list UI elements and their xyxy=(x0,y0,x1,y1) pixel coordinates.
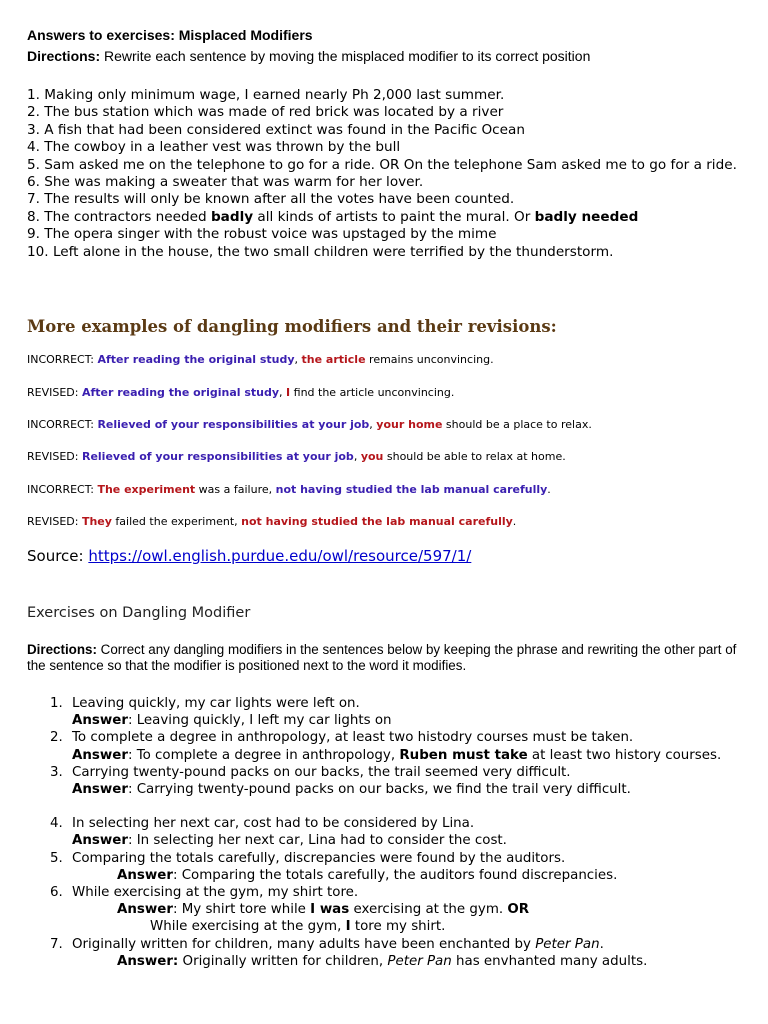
question-text: While exercising at the gym, my shirt tore. xyxy=(72,885,359,901)
example-row xyxy=(27,515,516,528)
example-label: REVISED: xyxy=(27,515,82,528)
source-link[interactable]: https://owl.english.purdue.edu/owl/resource/597/1/ xyxy=(88,547,472,565)
answer-label: Answer xyxy=(117,867,173,883)
answer-text: tore my shirt. xyxy=(350,919,446,935)
item-number: 7. xyxy=(50,936,63,952)
answer-italic: Peter Pan xyxy=(387,953,452,969)
example-subject: the article xyxy=(301,353,366,366)
question-text: Carrying twenty-pound packs on our backs, the trail seemed very difficult. xyxy=(72,764,571,780)
example-subject: They xyxy=(81,515,112,528)
example-text: should be a place to relax. xyxy=(442,418,592,431)
answer-line xyxy=(50,712,760,729)
item-number: 1. xyxy=(50,696,63,711)
spacer xyxy=(50,798,760,815)
directions-dangling xyxy=(27,642,747,674)
answer-text: Originally written for children, xyxy=(178,953,388,969)
example-label: INCORRECT: xyxy=(27,353,98,366)
example-subject: The experiment xyxy=(97,483,196,496)
example-modifier: Relieved of your responsibilities at your job xyxy=(97,418,370,431)
example-text: , xyxy=(294,353,302,366)
item-number: 2. xyxy=(50,730,63,746)
answer-text: exercising at the gym. xyxy=(349,902,508,918)
list-item: 4. The cowboy in a leather vest was thrown by the bull xyxy=(27,139,401,156)
directions-text: Correct any dangling modifiers in the sentences below by keeping the phrase and rewriting the other part of the sentence so that the modifier is positioned next to the word it modifies. xyxy=(27,642,737,673)
answer-label: Answer xyxy=(117,902,173,918)
answer-line xyxy=(50,918,760,935)
answer-bold: OR xyxy=(507,902,530,918)
misplaced-answers-list xyxy=(27,87,747,261)
answer-line xyxy=(50,832,760,849)
list-item: 3. A fish that had been considered extinct was found in the Pacific Ocean xyxy=(27,121,525,138)
example-text: find the article unconvincing. xyxy=(290,386,455,399)
answer-text: : To complete a degree in anthropology, xyxy=(127,747,400,763)
example-text: . xyxy=(512,515,517,528)
item-number: 6. xyxy=(50,885,63,901)
answer-text: : Comparing the totals carefully, the auditors found discrepancies. xyxy=(172,867,618,883)
example-row xyxy=(27,353,494,366)
example-subject: I xyxy=(286,386,291,399)
directions-text: Rewrite each sentence by moving the misplaced modifier to its correct position xyxy=(100,48,591,64)
list-item: 2. The bus station which was made of red brick was located by a river xyxy=(27,104,504,121)
directions-misplaced xyxy=(27,48,590,64)
answer-text: While exercising at the gym, xyxy=(150,919,346,935)
answer-label: Answer xyxy=(72,747,128,763)
example-label: INCORRECT: xyxy=(27,483,98,496)
answer-line xyxy=(50,747,760,764)
answer-line xyxy=(50,901,760,918)
list-item xyxy=(27,209,747,226)
example-modifier: not having studied the lab manual carefully xyxy=(275,483,548,496)
answer-label: Answer xyxy=(72,782,128,798)
list-item: 1. Making only minimum wage, I earned nearly Ph 2,000 last summer. xyxy=(27,87,505,103)
directions-label: Directions: xyxy=(27,48,101,64)
answer-line xyxy=(50,867,760,884)
item-number: 5. xyxy=(50,850,63,866)
example-subject: your home xyxy=(376,418,443,431)
answer-line xyxy=(50,781,760,798)
source-label: Source: xyxy=(27,547,89,565)
example-row xyxy=(27,450,566,463)
question-text: Comparing the totals carefully, discrepancies were found by the auditors. xyxy=(72,850,566,866)
item-text: all kinds of artists to paint the mural. Or xyxy=(253,208,535,225)
answer-bold: I was xyxy=(310,902,350,918)
list-item: 5. Sam asked me on the telephone to go for a ride. OR On the telephone Sam asked me to go for a ride. xyxy=(27,156,737,173)
question-text: In selecting her next car, cost had to be considered by Lina. xyxy=(72,816,475,832)
question-text: Originally written for children, many adults have been enchanted by xyxy=(72,936,536,952)
question-text: Leaving quickly, my car lights were left on. xyxy=(72,696,360,711)
example-subject: you xyxy=(360,450,384,463)
example-row xyxy=(27,483,551,496)
item-bold: badly xyxy=(210,208,254,225)
question-text: To complete a degree in anthropology, at least two histodry courses must be taken. xyxy=(72,730,634,746)
item-bold: badly needed xyxy=(534,208,639,225)
list-item xyxy=(50,884,760,901)
example-label: REVISED: xyxy=(27,386,82,399)
list-item xyxy=(50,695,760,712)
list-item xyxy=(50,815,760,832)
answer-text: at least two history courses. xyxy=(527,747,722,763)
list-item: 9. The opera singer with the robust voice was upstaged by the mime xyxy=(27,226,497,243)
example-text: should be able to relax at home. xyxy=(383,450,566,463)
example-text: . xyxy=(547,483,551,496)
example-text: remains unconvincing. xyxy=(365,353,494,366)
example-modifier: not having studied the lab manual carefully xyxy=(241,515,513,528)
answer-text: : Leaving quickly, I left my car lights on xyxy=(127,713,392,729)
answer-label: Answer xyxy=(72,833,128,849)
source-line xyxy=(27,547,471,565)
heading-misplaced-modifiers: Answers to exercises: Misplaced Modifiers xyxy=(27,27,313,43)
list-item: 6. She was making a sweater that was warm for her lover. xyxy=(27,174,424,191)
question-italic: Peter Pan xyxy=(535,936,600,952)
list-item: 7. The results will only be known after all the votes have been counted. xyxy=(27,191,515,208)
heading-dangling-exercises: Exercises on Dangling Modifier xyxy=(27,605,251,621)
answer-label: Answer xyxy=(72,713,128,729)
item-number: 3. xyxy=(50,764,63,780)
example-text: , xyxy=(279,386,287,399)
example-text: failed the experiment, xyxy=(111,515,242,528)
answer-bold: Ruben must take xyxy=(399,747,528,763)
example-label: INCORRECT: xyxy=(27,418,98,431)
example-text: , xyxy=(369,418,377,431)
example-text: , xyxy=(353,450,361,463)
dangling-exercise-list xyxy=(50,695,760,970)
list-item: 10. Left alone in the house, the two small children were terrified by the thunderstorm. xyxy=(27,243,614,260)
item-number: 4. xyxy=(50,816,63,832)
question-text: . xyxy=(599,936,604,952)
list-item xyxy=(50,729,760,746)
list-item xyxy=(50,764,760,781)
answer-line xyxy=(50,953,760,970)
list-item xyxy=(50,850,760,867)
answer-text: : Carrying twenty-pound packs on our backs, we find the trail very difficult. xyxy=(127,782,631,798)
answer-label: Answer: xyxy=(117,953,179,969)
example-text: was a failure, xyxy=(195,483,276,496)
item-text: 8. The contractors needed xyxy=(27,208,211,225)
answer-text: : My shirt tore while xyxy=(172,902,311,918)
answer-text: has envhanted many adults. xyxy=(451,953,648,969)
heading-dangling-examples: More examples of dangling modifiers and their revisions: xyxy=(27,317,557,336)
example-row xyxy=(27,418,592,431)
example-modifier: After reading the original study xyxy=(81,386,280,399)
list-item xyxy=(50,936,760,953)
directions-label: Directions: xyxy=(27,642,97,657)
example-row xyxy=(27,386,454,399)
answer-bold: I xyxy=(345,919,351,935)
example-modifier: After reading the original study xyxy=(97,353,295,366)
example-label: REVISED: xyxy=(27,450,82,463)
answer-text: : In selecting her next car, Lina had to consider the cost. xyxy=(127,833,507,849)
example-modifier: Relieved of your responsibilities at your job xyxy=(81,450,354,463)
